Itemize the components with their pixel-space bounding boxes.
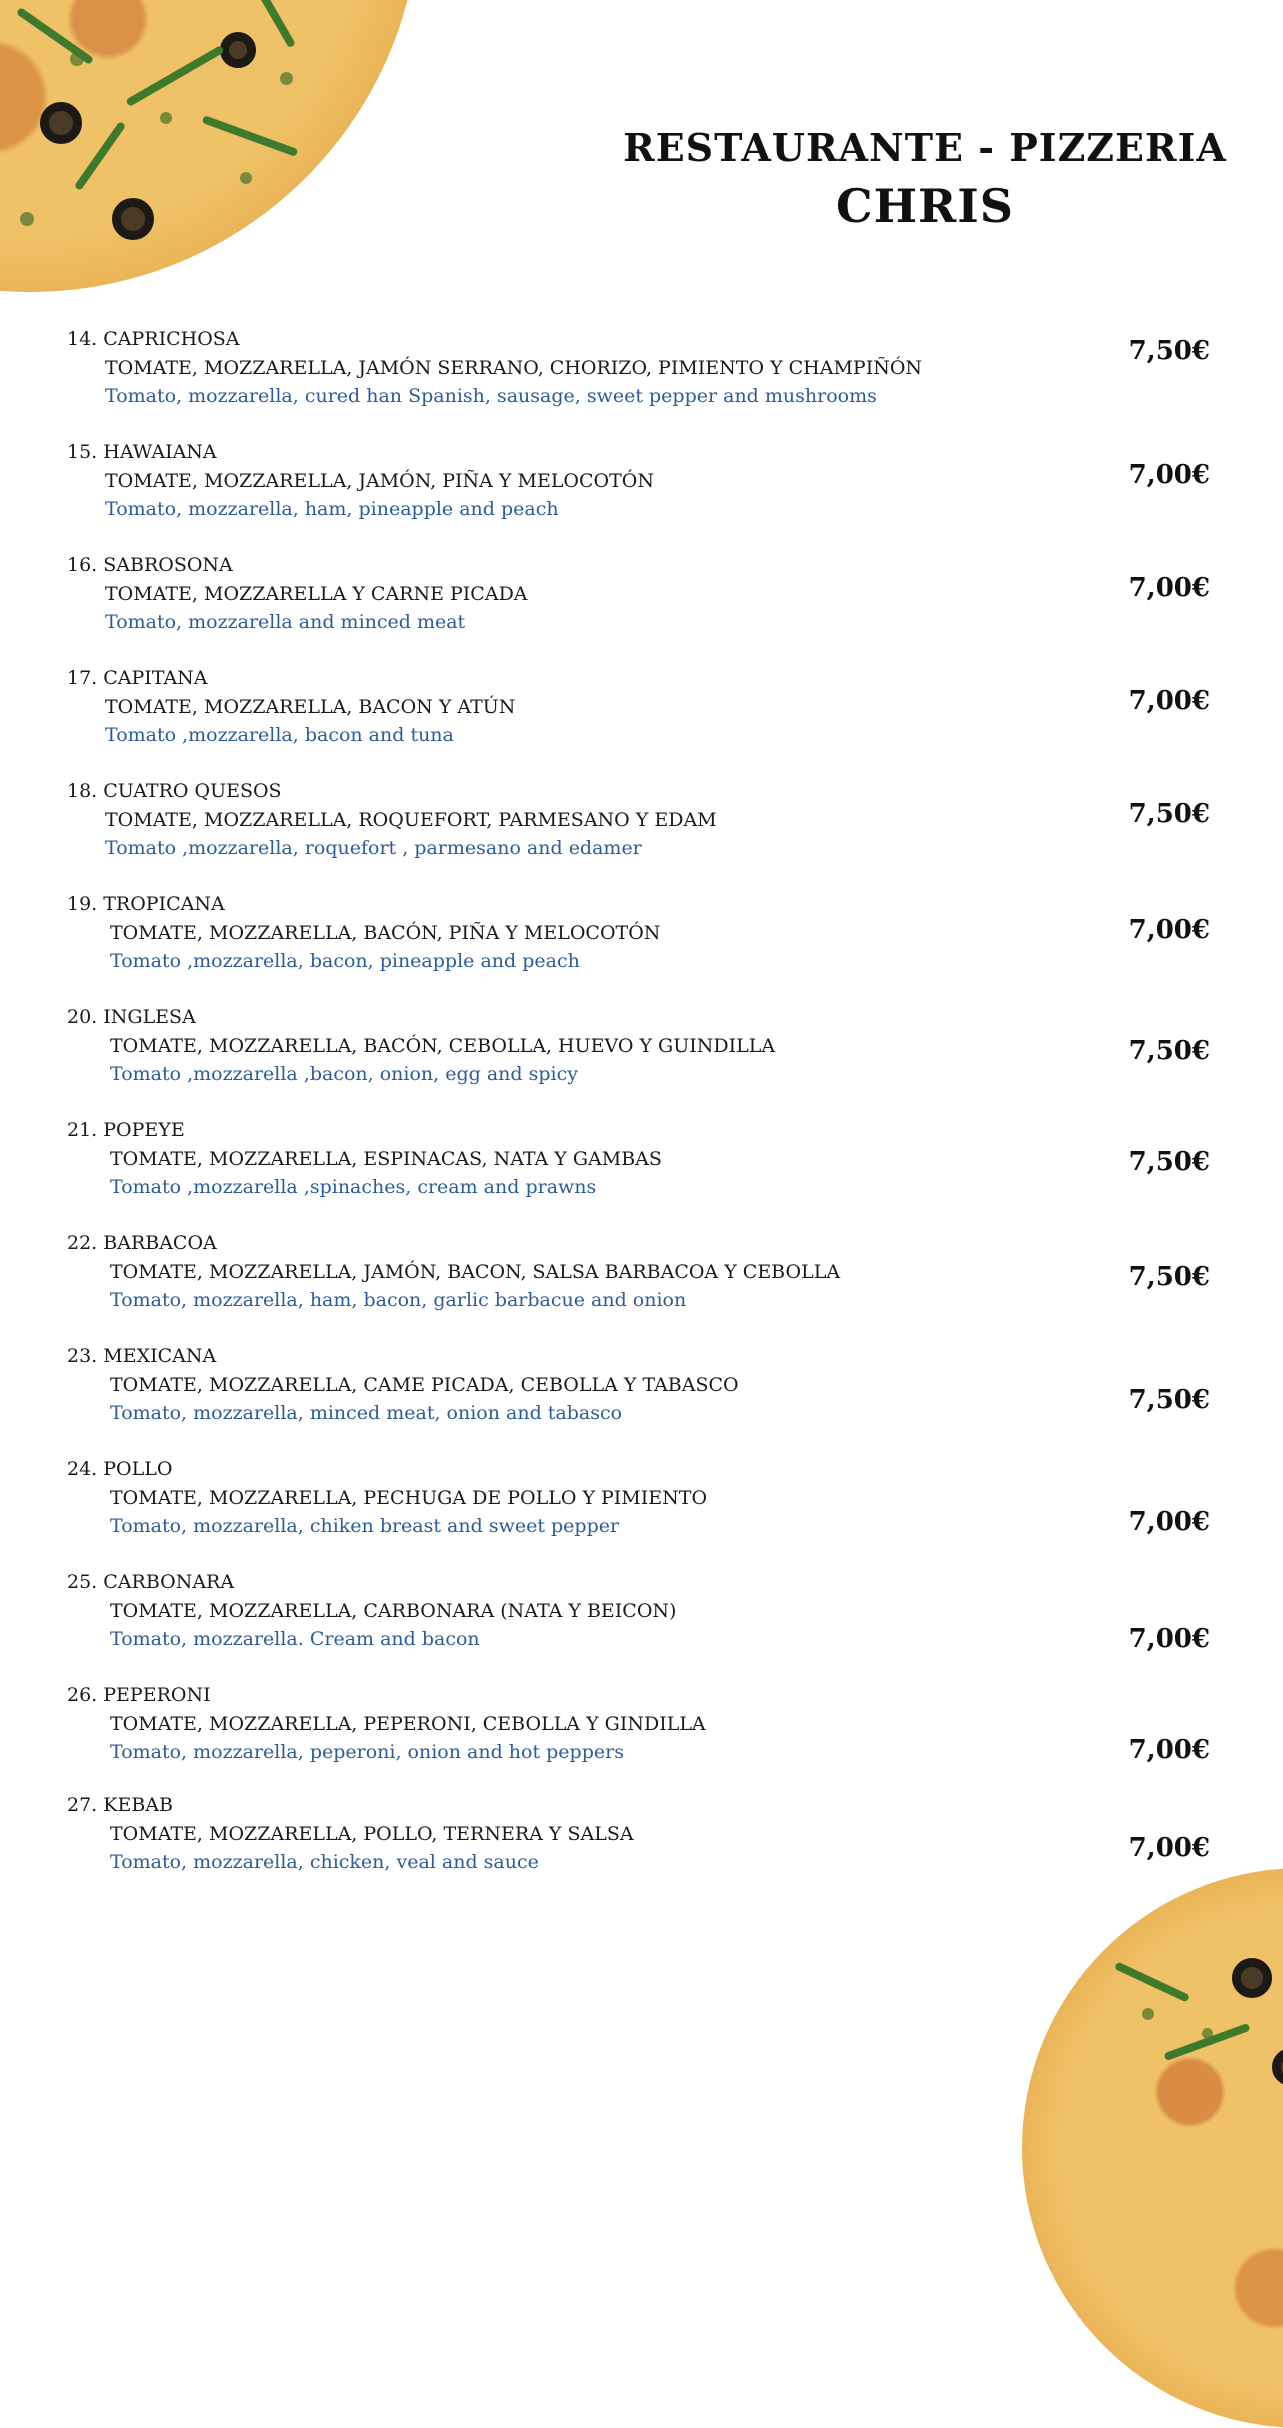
menu-item: [0, 1337, 1283, 1437]
arugula-leaf-icon: [125, 45, 224, 107]
item-name: 21. POPEYE: [67, 1119, 185, 1141]
item-price: 7,00€: [1128, 1624, 1210, 1654]
menu-item: [0, 546, 1283, 646]
item-price: 7,00€: [1128, 1833, 1210, 1863]
item-name: 20. INGLESA: [67, 1006, 196, 1028]
item-description-en: Tomato ,mozzarella, roquefort , parmesano and edamer: [105, 837, 642, 859]
item-price: 7,50€: [1128, 1036, 1210, 1066]
olive-icon: [220, 32, 256, 68]
item-description-en: Tomato, mozzarella, chicken, veal and sauce: [110, 1851, 539, 1873]
arugula-leaf-icon: [1114, 1961, 1190, 2002]
arugula-leaf-icon: [254, 0, 296, 48]
item-description-es: TOMATE, MOZZARELLA, JAMÓN SERRANO, CHORIZO, PIMIENTO Y CHAMPIÑÓN: [105, 357, 923, 379]
menu-item: [0, 320, 1283, 420]
item-name: 26. PEPERONI: [67, 1684, 211, 1706]
arugula-leaf-icon: [16, 7, 94, 65]
item-description-es: TOMATE, MOZZARELLA, ROQUEFORT, PARMESANO Y EDAM: [105, 809, 717, 831]
menu-item: [0, 998, 1283, 1098]
item-description-en: Tomato ,mozzarella ,spinaches, cream and prawns: [110, 1176, 597, 1198]
item-description-en: Tomato, mozzarella, peperoni, onion and hot peppers: [110, 1741, 624, 1763]
item-description-es: TOMATE, MOZZARELLA, BACÓN, CEBOLLA, HUEVO Y GUINDILLA: [110, 1035, 776, 1057]
item-name: 17. CAPITANA: [67, 667, 208, 689]
caper-icon: [20, 212, 34, 226]
item-name: 22. BARBACOA: [67, 1232, 217, 1254]
item-description-es: TOMATE, MOZZARELLA, CARBONARA (NATA Y BEICON): [110, 1600, 677, 1622]
item-description-es: TOMATE, MOZZARELLA, PEPERONI, CEBOLLA Y GINDILLA: [110, 1713, 706, 1735]
caper-icon: [240, 172, 252, 184]
item-description-en: Tomato, mozzarella, cured han Spanish, sausage, sweet pepper and mushrooms: [105, 385, 877, 407]
item-price: 7,50€: [1128, 1385, 1210, 1415]
item-name: 14. CAPRICHOSA: [67, 328, 240, 350]
item-price: 7,00€: [1128, 573, 1210, 603]
item-price: 7,50€: [1128, 799, 1210, 829]
item-description-en: Tomato, mozzarella and minced meat: [105, 611, 466, 633]
title-line-2: CHRIS: [835, 179, 1015, 233]
item-price: 7,50€: [1128, 336, 1210, 366]
item-name: 25. CARBONARA: [67, 1571, 235, 1593]
caper-icon: [1142, 2008, 1154, 2020]
pizza-photo-bottom: [1022, 1868, 1283, 2428]
menu-item: [0, 1786, 1283, 1886]
item-name: 19. TROPICANA: [67, 893, 225, 915]
item-name: 23. MEXICANA: [67, 1345, 217, 1367]
olive-icon: [1272, 2048, 1283, 2086]
menu-item: [0, 433, 1283, 533]
arugula-leaf-icon: [202, 115, 299, 157]
pizza-photo-top: [0, 0, 420, 292]
menu-item: [0, 659, 1283, 759]
menu-item: [0, 1676, 1283, 1776]
olive-icon: [40, 102, 82, 144]
item-name: 16. SABROSONA: [67, 554, 233, 576]
item-description-es: TOMATE, MOZZARELLA, CAME PICADA, CEBOLLA Y TABASCO: [110, 1374, 739, 1396]
restaurant-title: [600, 118, 1250, 234]
menu-item: [0, 885, 1283, 985]
caper-icon: [280, 72, 293, 85]
item-description-en: Tomato ,mozzarella ,bacon, onion, egg and spicy: [110, 1063, 578, 1085]
item-description-es: TOMATE, MOZZARELLA, JAMÓN, PIÑA Y MELOCOTÓN: [105, 470, 654, 492]
item-name: 24. POLLO: [67, 1458, 173, 1480]
title-line-1: RESTAURANTE - PIZZERIA: [623, 125, 1227, 170]
item-description-es: TOMATE, MOZZARELLA, JAMÓN, BACON, SALSA BARBACOA Y CEBOLLA: [110, 1261, 841, 1283]
item-description-es: TOMATE, MOZZARELLA, ESPINACAS, NATA Y GAMBAS: [110, 1148, 662, 1170]
item-description-en: Tomato ,mozzarella, bacon and tuna: [105, 724, 454, 746]
item-price: 7,00€: [1128, 460, 1210, 490]
item-description-es: TOMATE, MOZZARELLA, BACON Y ATÚN: [105, 696, 516, 718]
item-price: 7,50€: [1128, 1262, 1210, 1292]
menu-item: [0, 772, 1283, 872]
caper-icon: [160, 112, 172, 124]
item-description-en: Tomato, mozzarella. Cream and bacon: [110, 1628, 480, 1650]
menu-item: [0, 1224, 1283, 1324]
item-description-en: Tomato, mozzarella, minced meat, onion and tabasco: [110, 1402, 623, 1424]
item-description-es: TOMATE, MOZZARELLA Y CARNE PICADA: [105, 583, 528, 605]
item-name: 27. KEBAB: [67, 1794, 173, 1816]
item-price: 7,50€: [1128, 1147, 1210, 1177]
arugula-leaf-icon: [74, 121, 126, 191]
olive-icon: [112, 198, 154, 240]
item-price: 7,00€: [1128, 1735, 1210, 1765]
item-description-en: Tomato, mozzarella, chiken breast and sweet pepper: [110, 1515, 620, 1537]
item-description-es: TOMATE, MOZZARELLA, PECHUGA DE POLLO Y PIMIENTO: [110, 1487, 708, 1509]
item-name: 15. HAWAIANA: [67, 441, 217, 463]
item-description-en: Tomato ,mozzarella, bacon, pineapple and peach: [110, 950, 580, 972]
item-price: 7,00€: [1128, 686, 1210, 716]
menu-item: [0, 1563, 1283, 1663]
item-price: 7,00€: [1128, 915, 1210, 945]
item-price: 7,00€: [1128, 1507, 1210, 1537]
menu-item: [0, 1111, 1283, 1211]
item-description-en: Tomato, mozzarella, ham, bacon, garlic barbacue and onion: [110, 1289, 687, 1311]
item-description-es: TOMATE, MOZZARELLA, POLLO, TERNERA Y SALSA: [110, 1823, 634, 1845]
item-description-en: Tomato, mozzarella, ham, pineapple and peach: [105, 498, 559, 520]
item-description-es: TOMATE, MOZZARELLA, BACÓN, PIÑA Y MELOCOTÓN: [110, 922, 661, 944]
menu-item: [0, 1450, 1283, 1550]
olive-icon: [1232, 1958, 1272, 1998]
item-name: 18. CUATRO QUESOS: [67, 780, 282, 802]
